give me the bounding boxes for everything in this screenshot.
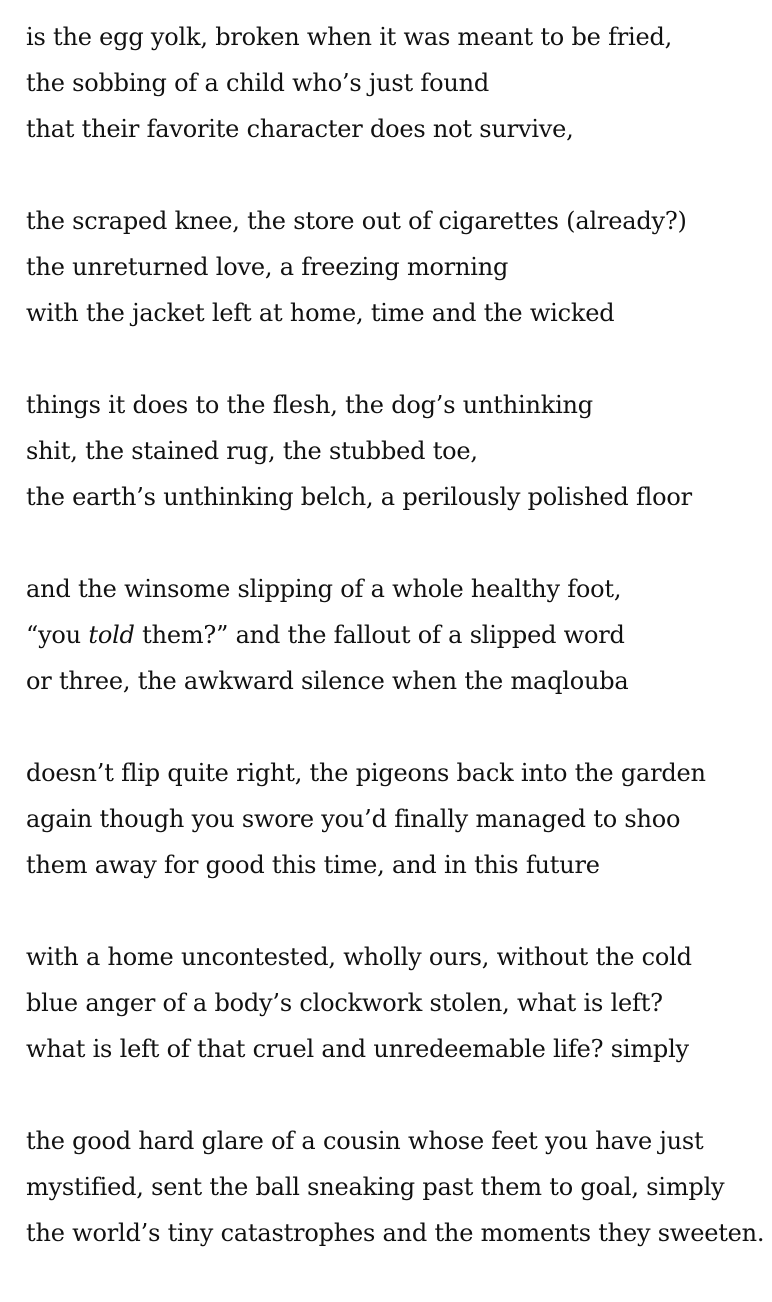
stanza <box>26 1118 766 1256</box>
stanza <box>26 198 766 336</box>
poem-line: them away for good this time, and in this future <box>26 851 600 879</box>
poem-line: with a home uncontested, wholly ours, without the cold <box>26 943 692 971</box>
poem-line-with-italic <box>26 612 766 658</box>
poem-line: the unreturned love, a freezing morning <box>26 253 509 281</box>
poem-line: blue anger of a body’s clockwork stolen, what is left? <box>26 989 663 1017</box>
poem-line: again though you swore you’d finally managed to shoo <box>26 805 681 833</box>
poem-line: and the winsome slipping of a whole healthy foot, <box>26 575 622 603</box>
stanza <box>26 934 766 1072</box>
poem-line: shit, the stained rug, the stubbed toe, <box>26 437 478 465</box>
poem-line: mystified, sent the ball sneaking past them to goal, simply <box>26 1173 725 1201</box>
poem-line: the earth’s unthinking belch, a perilously polished floor <box>26 483 692 511</box>
poem-line: is the egg yolk, broken when it was meant to be fried, <box>26 23 673 51</box>
poem-line: the scraped knee, the store out of cigarettes (already?) <box>26 207 687 235</box>
poem-line: the world’s tiny catastrophes and the moments they sweeten. <box>26 1219 765 1247</box>
poem-line: the sobbing of a child who’s just found <box>26 69 490 97</box>
line-segment: “you <box>26 621 89 649</box>
stanza <box>26 750 766 888</box>
poem-line: the good hard glare of a cousin whose feet you have just <box>26 1127 704 1155</box>
line-segment: them?” and the fallout of a slipped word <box>134 621 625 649</box>
poem-line: things it does to the flesh, the dog’s unthinking <box>26 391 593 419</box>
stanza <box>26 14 766 152</box>
poem-line: or three, the awkward silence when the maqlouba <box>26 667 629 695</box>
stanza <box>26 382 766 520</box>
poem-line: that their favorite character does not survive, <box>26 115 574 143</box>
poem-line: doesn’t flip quite right, the pigeons back into the garden <box>26 759 706 787</box>
italic-word: told <box>88 621 135 649</box>
poem-body <box>26 14 766 1302</box>
stanza <box>26 566 766 704</box>
poem-line: with the jacket left at home, time and the wicked <box>26 299 615 327</box>
poem-line: what is left of that cruel and unredeemable life? simply <box>26 1035 689 1063</box>
